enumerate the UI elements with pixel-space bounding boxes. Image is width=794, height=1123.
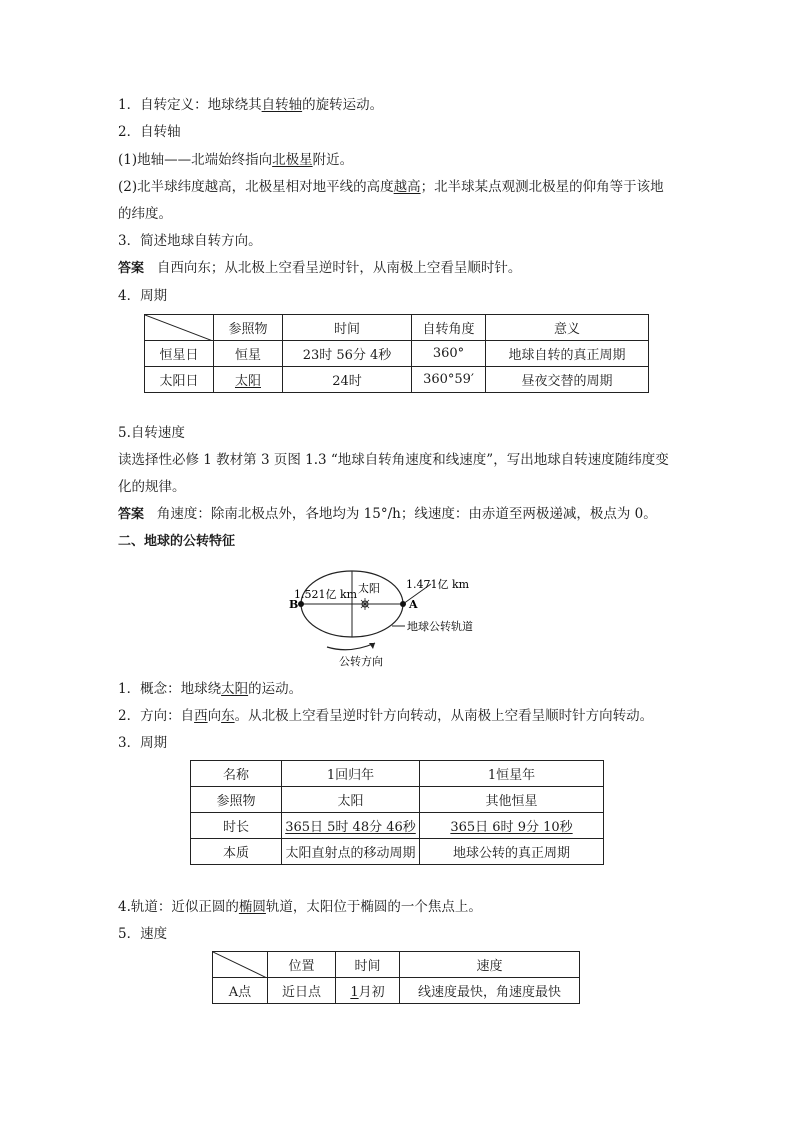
point-a-dot: [400, 601, 406, 607]
diagonal-line: [145, 315, 213, 341]
underlined-ref: 太阳: [234, 374, 261, 389]
rotation-period-table: [144, 314, 649, 393]
axis-line-2-cont: 的纬度。: [118, 206, 172, 222]
orbit-suffix: 轨道，太阳位于椭圆的一个焦点上。: [265, 899, 482, 915]
header-cell: 自转角度: [412, 315, 486, 341]
definition-term: 自转轴: [261, 97, 303, 113]
table-cell: 线速度最快，角速度最快: [400, 978, 580, 1004]
definition-suffix: 的旋转运动。: [302, 97, 384, 113]
axis-line-2-term: 越高: [393, 179, 421, 195]
sun-label: 太阳: [358, 582, 380, 595]
axis-line-1-suffix: 附近。: [312, 152, 354, 168]
orbit-term: 椭圆: [238, 899, 266, 915]
table-cell: 其他恒星: [420, 787, 604, 813]
axis-line-1-term: 北极星: [272, 152, 313, 168]
answer-label: 答案: [118, 507, 145, 522]
axis-line-2-prefix: (2)北半球纬度越高，北极星相对地平线的高度: [118, 179, 394, 195]
header-cell: 时间: [283, 315, 412, 341]
revolution-period-heading: 3．周期: [118, 735, 168, 751]
header-cell: 时间: [336, 952, 400, 978]
table-row: [191, 787, 604, 813]
diagonal-line: [213, 952, 267, 978]
point-b-dot: [298, 601, 304, 607]
axis-heading: 2．自转轴: [118, 124, 181, 140]
direction-part: 向: [207, 708, 222, 724]
revolution-heading: 二、地球的公转特征: [118, 534, 236, 549]
diagonal-header-cell: [145, 315, 214, 341]
month-suffix: 月初: [358, 985, 385, 1000]
arrow-head: [369, 643, 375, 649]
table-cell: 地球自转的真正周期: [486, 341, 649, 367]
revolution-speed-heading: 5．速度: [118, 926, 168, 942]
revolution-concept: [118, 680, 302, 698]
table-cell: 近日点: [268, 978, 336, 1004]
table-row: [213, 978, 580, 1004]
speed-line-2: 化的规律。: [118, 479, 186, 495]
table-cell: 太阳日: [145, 367, 214, 393]
direction-answer: [118, 259, 521, 278]
speed-answer: [118, 505, 657, 524]
table-cell: [282, 813, 420, 839]
table-cell: [336, 978, 400, 1004]
header-cell: 意义: [486, 315, 649, 341]
table-cell: 参照物: [191, 787, 282, 813]
concept-prefix: 1．概念：地球绕: [118, 681, 222, 697]
table-cell: 24时: [283, 367, 412, 393]
underlined-duration: 365日 5时 48分 46秒: [285, 820, 416, 835]
point-a-label: A: [409, 598, 418, 611]
answer-label: 答案: [118, 261, 145, 276]
right-distance-label: 1.471亿 km: [406, 578, 470, 591]
period-heading: 4．周期: [118, 288, 168, 304]
table-cell: 时长: [191, 813, 282, 839]
table-row: [191, 813, 604, 839]
axis-line-1-prefix: (1)地轴——北端始终指向: [118, 152, 273, 168]
table-cell: 1回归年: [282, 761, 420, 787]
direction-label: 公转方向: [339, 655, 383, 668]
table-cell: 恒星: [214, 341, 283, 367]
sun-icon: [359, 598, 371, 610]
point-b-label: B: [289, 598, 299, 611]
underlined-duration: 365日 6时 9分 10秒: [450, 820, 573, 835]
table-row: [191, 761, 604, 787]
definition-prefix: 1．自转定义：地球绕其: [118, 97, 262, 113]
table-row: [145, 341, 649, 367]
header-cell: 位置: [268, 952, 336, 978]
axis-line-1: [118, 151, 353, 169]
diagonal-header-cell: [213, 952, 268, 978]
revolution-direction: [118, 707, 653, 725]
table-cell: 360°: [412, 341, 486, 367]
table-cell: 太阳: [282, 787, 420, 813]
table-cell: 地球公转的真正周期: [420, 839, 604, 865]
direction-part: 。从北极上空看呈逆时针方向转动，从南极上空看呈顺时针方向转动。: [234, 708, 654, 724]
table-cell: 太阳直射点的移动周期: [282, 839, 420, 865]
table-cell: 1恒星年: [420, 761, 604, 787]
direction-term-east: 东: [221, 708, 235, 724]
axis-line-2: [118, 178, 664, 196]
revolution-speed-table: [212, 951, 580, 1004]
orbit-prefix: 4.轨道：近似正圆的: [118, 899, 239, 915]
concept-term: 太阳: [221, 681, 249, 697]
axis-line-2-suffix: ；北半球某点观测北极星的仰角等于该地: [420, 179, 664, 195]
table-cell: 昼夜交替的周期: [486, 367, 649, 393]
table-cell: 360°59′: [412, 367, 486, 393]
left-distance-label: 1.521亿 km: [294, 588, 358, 601]
table-row: [145, 367, 649, 393]
table-cell: [214, 367, 283, 393]
speed-heading: 5.自转速度: [118, 425, 185, 441]
revolution-period-table: [190, 760, 604, 865]
concept-suffix: 的运动。: [248, 681, 303, 697]
revolution-orbit: [118, 898, 482, 916]
table-cell: 恒星日: [145, 341, 214, 367]
rotation-definition: [118, 96, 383, 114]
table-cell: A点: [213, 978, 268, 1004]
header-cell: 参照物: [214, 315, 283, 341]
orbit-diagram: [285, 570, 525, 672]
answer-text: 角速度：除南北极点外，各地均为 15°/h；线速度：由赤道至两极递减，极点为 0。: [156, 506, 657, 522]
table-cell: 本质: [191, 839, 282, 865]
orbit-label: 地球公转轨道: [407, 620, 473, 633]
table-cell: 23时 56分 4秒: [283, 341, 412, 367]
table-row: [191, 839, 604, 865]
speed-line-1: 读选择性必修 1 教材第 3 页图 1.3 “地球自转角速度和线速度”，写出地球自转速度随纬度变: [118, 452, 669, 468]
header-cell: 速度: [400, 952, 580, 978]
direction-question: 3．简述地球自转方向。: [118, 233, 262, 249]
table-cell: [420, 813, 604, 839]
direction-part: 2．方向：自: [118, 708, 195, 724]
direction-arrow: [327, 643, 375, 650]
table-cell: 名称: [191, 761, 282, 787]
answer-text: 自西向东；从北极上空看呈逆时针，从南极上空看呈顺时针。: [156, 260, 522, 276]
month-number: 1: [350, 985, 359, 1000]
direction-term-west: 西: [194, 708, 208, 724]
